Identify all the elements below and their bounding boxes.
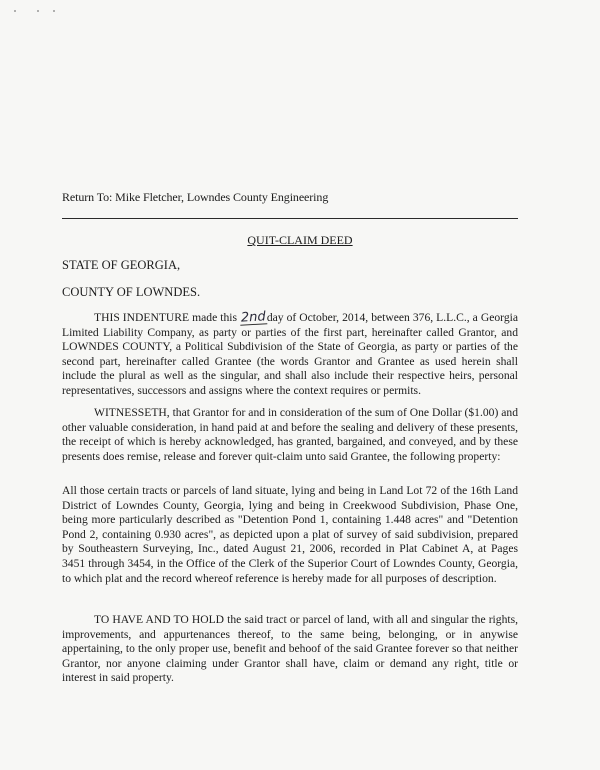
state-line: STATE OF GEORGIA, bbox=[62, 258, 181, 272]
header-divider bbox=[62, 218, 518, 219]
scan-speck bbox=[53, 10, 55, 12]
handwritten-day: 2nd bbox=[240, 309, 267, 326]
county-line: COUNTY OF LOWNDES. bbox=[62, 285, 201, 299]
indenture-text: day of October, 2014, between 376, L.L.C., a Georgia Limited Liability Company, as party or parties of the first part, hereinafter called Grantor, and LOWNDES COUNTY, a Political Subdivision of the State of Georgia, as party or parties of the second part, hereinafter called Grantee (the words Grantor and Grantee as used herein shall include the plural as well as the singular, and shall also include their respective heirs, personal representatives, successors and assigns where the context requires or permits. bbox=[62, 311, 518, 397]
return-to-line: Return To: Mike Fletcher, Lowndes County Engineering bbox=[62, 190, 329, 204]
property-description-paragraph: All those certain tracts or parcels of land situate, lying and being in Land Lot 72 of the 16th Land District of Lowndes County, Georgia, lying and being in Creekwood Subdivision, Phase One, being more particularly described as "Detention Pond 1, containing 1.448 acres" and "Detention Pond 2, containing 0.930 acres", as depicted upon a plat of survey of said subdivision, prepared by Southeastern Surveying, Inc., dated August 21, 2006, recorded in Plat Cabinet A, at Pages 3451 through 3454, in the Office of the Clerk of the Superior Court of Lowndes County, Georgia, to which plat and the record whereof reference is hereby made for all purposes of description. bbox=[62, 484, 518, 585]
scan-speck bbox=[14, 10, 16, 12]
document-title: QUIT-CLAIM DEED bbox=[247, 233, 353, 247]
witnesseth-paragraph: WITNESSETH, that Grantor for and in consideration of the sum of One Dollar ($1.00) and other valuable consideration, in hand paid at and before the sealing and delivery of these presents, the receipt of which is hereby acknowledged, has granted, bargained, and conveyed, and by these presents does remise, release and forever quit-claim unto said Grantee, the following property: bbox=[62, 406, 518, 463]
habendum-paragraph: TO HAVE AND TO HOLD the said tract or parcel of land, with all and singular the rights, improvements, and appurtenances thereof, to the same being, belonging, or in anywise appertaining, to the only proper use, benefit and behoof of the said Grantee forever so that neither Grantor, nor anyone claiming under Grantor shall have, claim or demand any right, title or interest in said property. bbox=[62, 613, 518, 685]
indenture-paragraph bbox=[62, 311, 518, 399]
scan-speck bbox=[37, 10, 39, 12]
indenture-lead: THIS INDENTURE made this bbox=[94, 311, 241, 324]
